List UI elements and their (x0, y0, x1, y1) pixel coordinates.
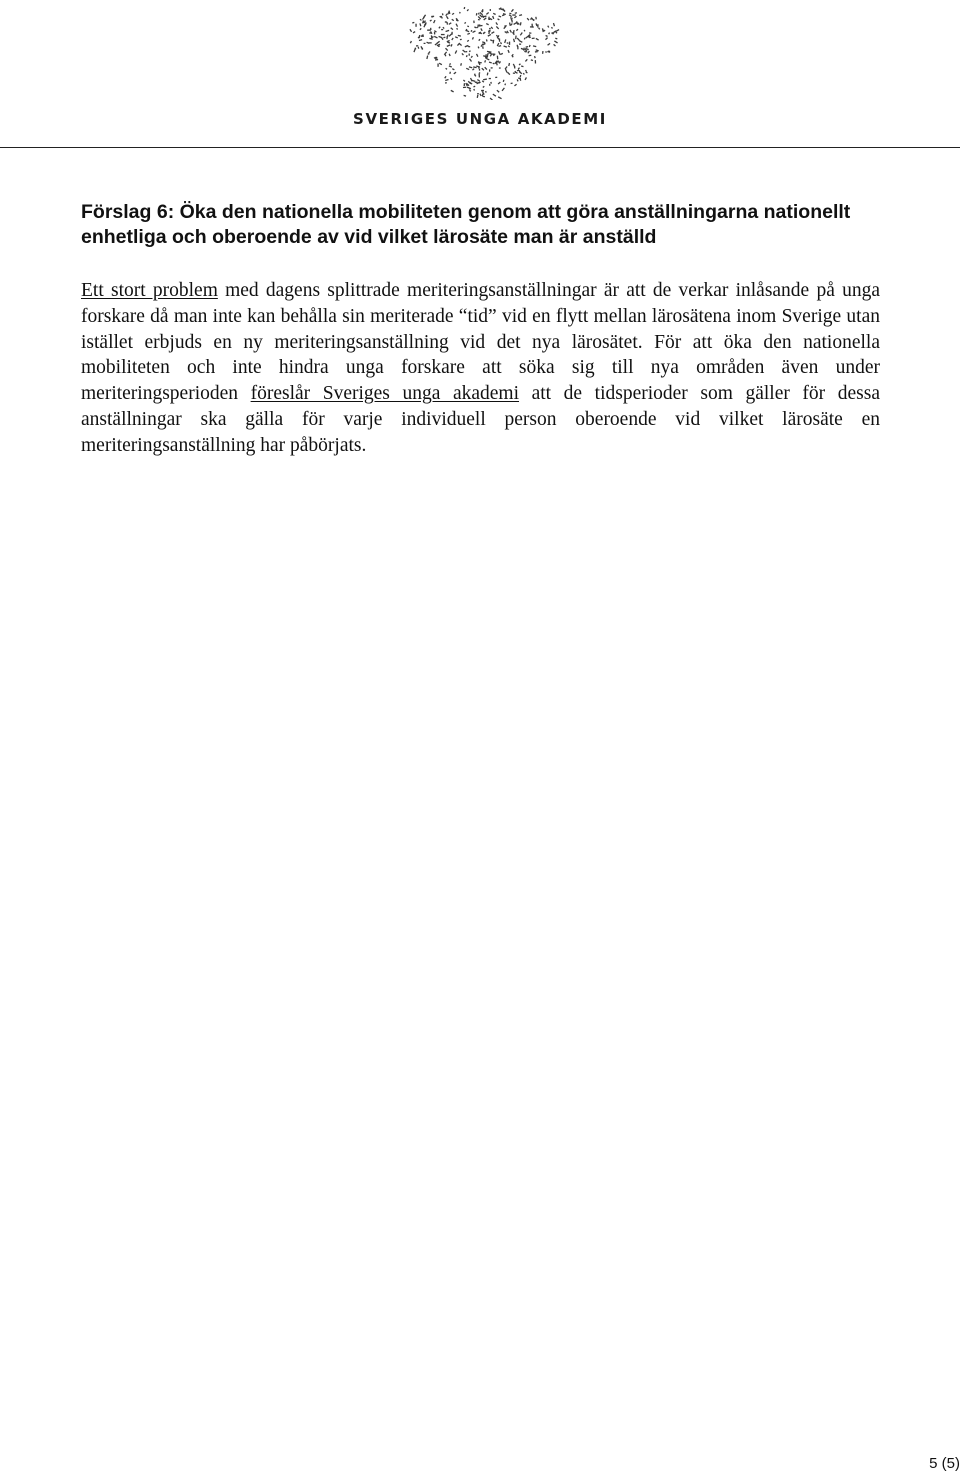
organization-name: SVERIGES UNGA AKADEMI (353, 110, 607, 128)
stippled-pattern-logo-icon (398, 4, 570, 100)
comment-anchor-stort-problem[interactable]: Ett stort problem (81, 280, 218, 301)
document-body (81, 200, 880, 459)
page-header (0, 0, 960, 148)
paragraph-text-part-1: med dagens splittrade meriteringsanställningar är att de verkar inlåsande på unga forskare då man inte kan behålla sin meriterade “tid” vid en flytt mellan lärosätena inom Sverige utan istället erbjuds en ny meriteringsanställning vid det nya lärosätet. För att öka den nationella mobiliteten och inte hindra unga forskare att söka sig till nya områden även under meriteringsperioden (81, 280, 880, 405)
paragraph-text-part-2: att de tidsperioder som gäller för dessa anställningar ska gälla för varje individuell person oberoende vid vilket lärosäte en meriteringsanställning har påbörjats. (81, 383, 880, 456)
section-heading: Förslag 6: Öka den nationella mobiliteten genom att göra anställningarna nationellt enhetliga och oberoende av vid vilket lärosäte man är anställd (81, 201, 851, 248)
header-divider (0, 147, 960, 148)
comment-anchor-foreslar[interactable]: föreslår Sveriges unga akademi (250, 383, 520, 405)
page-number: 5 (5) (929, 1455, 960, 1472)
body-paragraph (81, 278, 880, 459)
